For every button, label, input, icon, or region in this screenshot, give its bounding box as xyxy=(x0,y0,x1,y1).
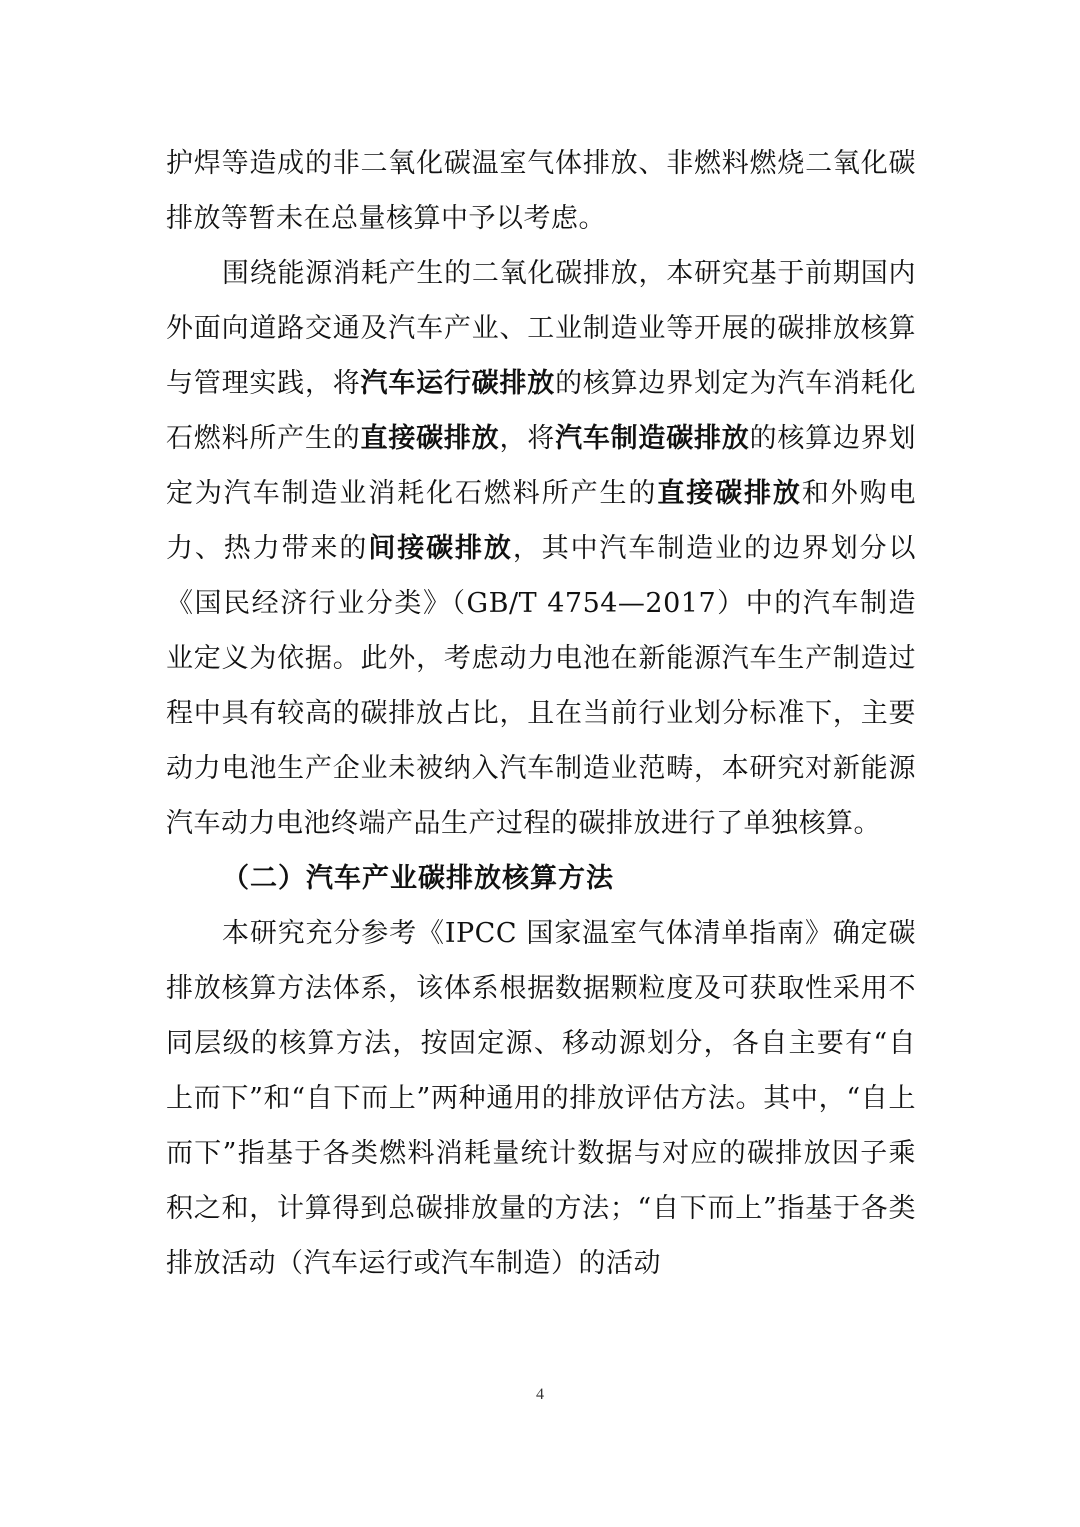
text-run: 护焊等造成的非二氧化碳温室气体排放、非燃料燃烧二氧化碳排放等暂未在总量核算中予以考虑。 xyxy=(166,148,916,234)
text-run: 的核算边界划定为汽车消耗化石燃料所产生的 xyxy=(166,368,917,454)
text-run: 和外购电力、热力带来的 xyxy=(166,478,917,564)
text-run: 的核算边界划定为汽车制造业消耗化石燃料所产生的 xyxy=(166,423,917,509)
text-run: 本研究充分参考《IPCC 国家温室气体清单指南》确定碳排放核算方法体系，该体系根据数据颗粒度及可获取性采用不同层级的核算方法，按固定源、移动源划分，各自主要有“自上而下”和“自下而上”两种通用的排放评估方法。其中，“自上而下”指基于各类燃料消耗量统计数据与对应的碳排放因子乘积之和，计算得到总碳排放量的方法；“自下而上”指基于各类排放活动（汽车运行或汽车制造）的活动 xyxy=(166,918,916,1279)
section-heading: （二）汽车产业碳排放核算方法 xyxy=(222,863,614,894)
paragraph-emissions-scope xyxy=(166,136,916,246)
paragraph-accounting-boundary xyxy=(166,246,916,851)
bold-term: 汽车制造碳排放 xyxy=(555,423,750,454)
text-run: 围绕能源消耗产生的二氧化碳排放，本研究基于前期国内外面向道路交通及汽车产业、工业制造业等开展的碳排放核算与管理实践，将 xyxy=(166,258,916,399)
bold-term: 直接碳排放 xyxy=(657,478,802,509)
text-run: ，其中汽车制造业的边界划分以《国民经济行业分类》（GB/T 4754—2017）中的汽车制造业定义为依据。此外，考虑动力电池在新能源汽车生产制造过程中具有较高的碳排放占比，且在当前行业划分标准下，主要动力电池生产企业未被纳入汽车制造业范畴，本研究对新能源汽车动力电池终端产品生产过程的碳排放进行了单独核算。 xyxy=(166,533,917,839)
page-body xyxy=(166,136,916,1291)
page-number: 4 xyxy=(536,1386,544,1403)
bold-term: 间接碳排放 xyxy=(368,533,513,564)
text-run: ，将 xyxy=(499,423,556,454)
paragraph-accounting-method xyxy=(166,906,916,1291)
bold-term: 汽车运行碳排放 xyxy=(360,368,556,399)
bold-term: 直接碳排放 xyxy=(360,423,500,454)
